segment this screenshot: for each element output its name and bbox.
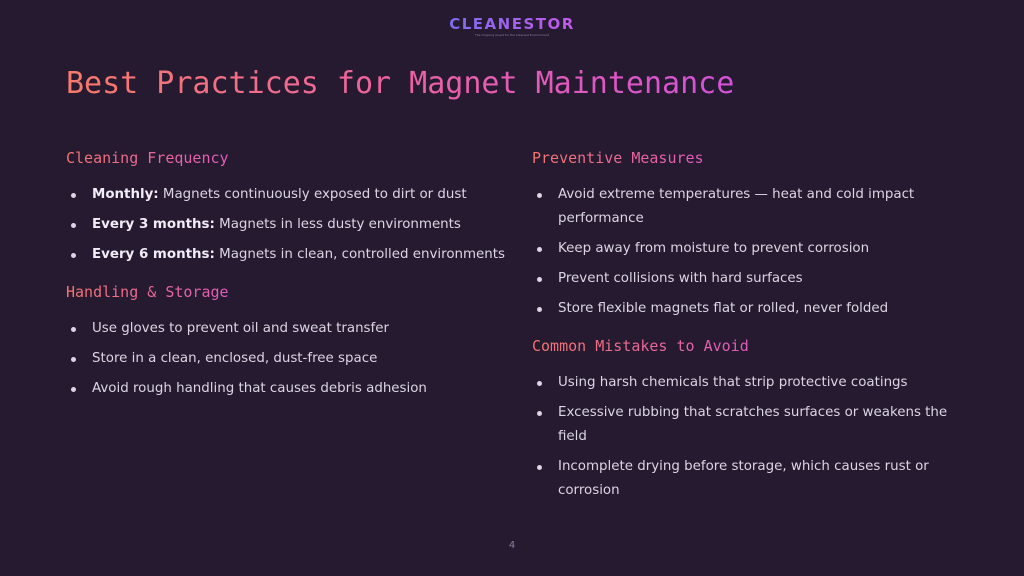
item-text: Store flexible magnets flat or rolled, never folded	[558, 301, 889, 316]
item-text: Magnets continuously exposed to dirt or dust	[158, 187, 467, 202]
item-text: Using harsh chemicals that strip protective coatings	[558, 375, 908, 390]
logo-wordmark: CLEANESTOR	[449, 15, 575, 33]
bullet-list	[66, 183, 506, 267]
section-handling-storage	[66, 281, 506, 401]
list-item	[66, 377, 506, 401]
bullet-list	[532, 183, 962, 321]
bullet-icon	[537, 193, 542, 198]
item-text: Use gloves to prevent oil and sweat transfer	[92, 321, 389, 336]
item-text: Avoid extreme temperatures — heat and cold impact performance	[558, 187, 915, 226]
bullet-icon	[71, 387, 76, 392]
bullet-list	[66, 317, 506, 401]
bullet-icon	[537, 307, 542, 312]
list-item	[532, 401, 962, 449]
bullet-icon	[71, 193, 76, 198]
list-item	[532, 455, 962, 503]
list-item	[532, 371, 962, 395]
bullet-icon	[71, 357, 76, 362]
list-item	[66, 347, 506, 371]
bullet-icon	[537, 381, 542, 386]
right-column	[532, 147, 962, 517]
list-item	[66, 213, 506, 237]
item-label: Every 6 months:	[92, 247, 215, 262]
bullet-icon	[71, 327, 76, 332]
bullet-icon	[71, 253, 76, 258]
list-item	[66, 243, 506, 267]
item-text: Avoid rough handling that causes debris adhesion	[92, 381, 427, 396]
brand-logo	[0, 14, 1024, 37]
item-text: Excessive rubbing that scratches surfaces or weakens the field	[558, 405, 948, 444]
list-item	[532, 183, 962, 231]
section-cleaning-frequency	[66, 147, 506, 267]
item-text: Store in a clean, enclosed, dust-free space	[92, 351, 378, 366]
item-text: Incomplete drying before storage, which causes rust or corrosion	[558, 459, 929, 498]
section-heading: Common Mistakes to Avoid	[532, 337, 749, 355]
item-text: Magnets in clean, controlled environments	[214, 247, 505, 262]
bullet-list	[532, 371, 962, 503]
section-heading: Handling & Storage	[66, 283, 229, 301]
list-item	[532, 267, 962, 291]
list-item	[66, 317, 506, 341]
bullet-icon	[537, 411, 542, 416]
list-item	[532, 297, 962, 321]
left-column	[66, 147, 506, 415]
section-heading: Cleaning Frequency	[66, 149, 229, 167]
item-label: Monthly:	[92, 187, 159, 202]
page-title: Best Practices for Magnet Maintenance	[66, 62, 734, 106]
item-text: Prevent collisions with hard surfaces	[558, 271, 803, 286]
section-preventive-measures	[532, 147, 962, 321]
item-text: Keep away from moisture to prevent corrosion	[558, 241, 870, 256]
page-number: 4	[508, 540, 516, 551]
item-text: Magnets in less dusty environments	[214, 217, 461, 232]
item-label: Every 3 months:	[92, 217, 215, 232]
bullet-icon	[71, 223, 76, 228]
section-common-mistakes	[532, 335, 962, 503]
list-item	[66, 183, 506, 207]
bullet-icon	[537, 465, 542, 470]
list-item	[532, 237, 962, 261]
logo-tagline: The Ongoing Quest for the Cleanest Environment	[474, 33, 550, 37]
section-heading: Preventive Measures	[532, 149, 704, 167]
bullet-icon	[537, 247, 542, 252]
bullet-icon	[537, 277, 542, 282]
